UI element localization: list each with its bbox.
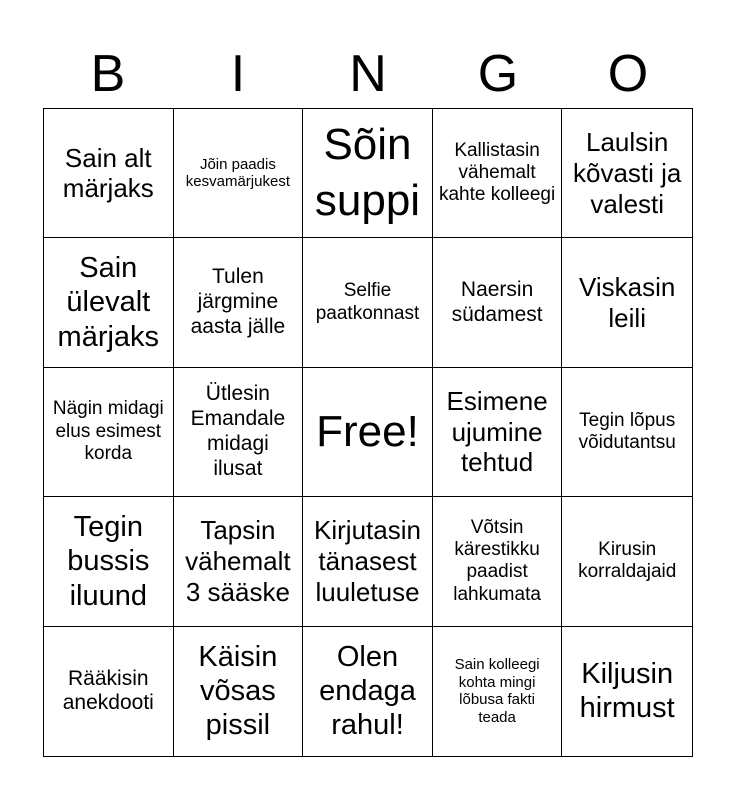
bingo-cell[interactable]: Võtsin kärestikku paadist lahkumata xyxy=(433,497,563,626)
bingo-cell[interactable]: Sõin suppi xyxy=(303,109,433,238)
bingo-cell[interactable]: Rääkisin anekdooti xyxy=(44,627,174,756)
bingo-cell[interactable]: Selfie paatkonnast xyxy=(303,238,433,367)
bingo-cell[interactable]: Viskasin leili xyxy=(562,238,692,367)
free-space-cell[interactable]: Free! xyxy=(303,368,433,497)
bingo-cell[interactable]: Kallistasin vähemalt kahte kolleegi xyxy=(433,109,563,238)
bingo-cell[interactable]: Tapsin vähemalt 3 sääske xyxy=(174,497,304,626)
bingo-cell[interactable]: Tulen järgmine aasta jälle xyxy=(174,238,304,367)
header-letter-i: I xyxy=(230,45,246,103)
bingo-cell[interactable]: Esimene ujumine tehtud xyxy=(433,368,563,497)
bingo-cell[interactable]: Kirjutasin tänasest luuletuse xyxy=(303,497,433,626)
bingo-cell[interactable]: Ütlesin Emandale midagi ilusat xyxy=(174,368,304,497)
bingo-cell[interactable]: Nägin midagi elus esimest korda xyxy=(44,368,174,497)
bingo-cell[interactable]: Jõin paadis kesvamärjukest xyxy=(174,109,304,238)
header-letter-n: N xyxy=(349,45,387,103)
bingo-cell[interactable]: Sain alt märjaks xyxy=(44,109,174,238)
header-letter-b: B xyxy=(90,45,126,103)
header-letter-o: O xyxy=(607,45,649,103)
bingo-cell[interactable]: Olen endaga rahul! xyxy=(303,627,433,756)
bingo-cell[interactable]: Sain ülevalt märjaks xyxy=(44,238,174,367)
bingo-cell[interactable]: Tegin lõpus võidutantsu xyxy=(562,368,692,497)
bingo-cell[interactable]: Sain kolleegi kohta mingi lõbusa fakti teada xyxy=(433,627,563,756)
bingo-header xyxy=(43,40,693,108)
bingo-cell[interactable]: Laulsin kõvasti ja valesti xyxy=(562,109,692,238)
header-letter-g: G xyxy=(477,45,519,103)
bingo-grid xyxy=(43,108,693,757)
bingo-cell[interactable]: Kirusin korraldajaid xyxy=(562,497,692,626)
bingo-cell[interactable]: Kiljusin hirmust xyxy=(579,658,675,725)
bingo-cell[interactable]: Naersin südamest xyxy=(433,238,563,367)
bingo-cell[interactable]: Tegin bussis iluund xyxy=(44,497,174,626)
bingo-cell[interactable]: Käisin võsas pissil xyxy=(174,627,304,756)
